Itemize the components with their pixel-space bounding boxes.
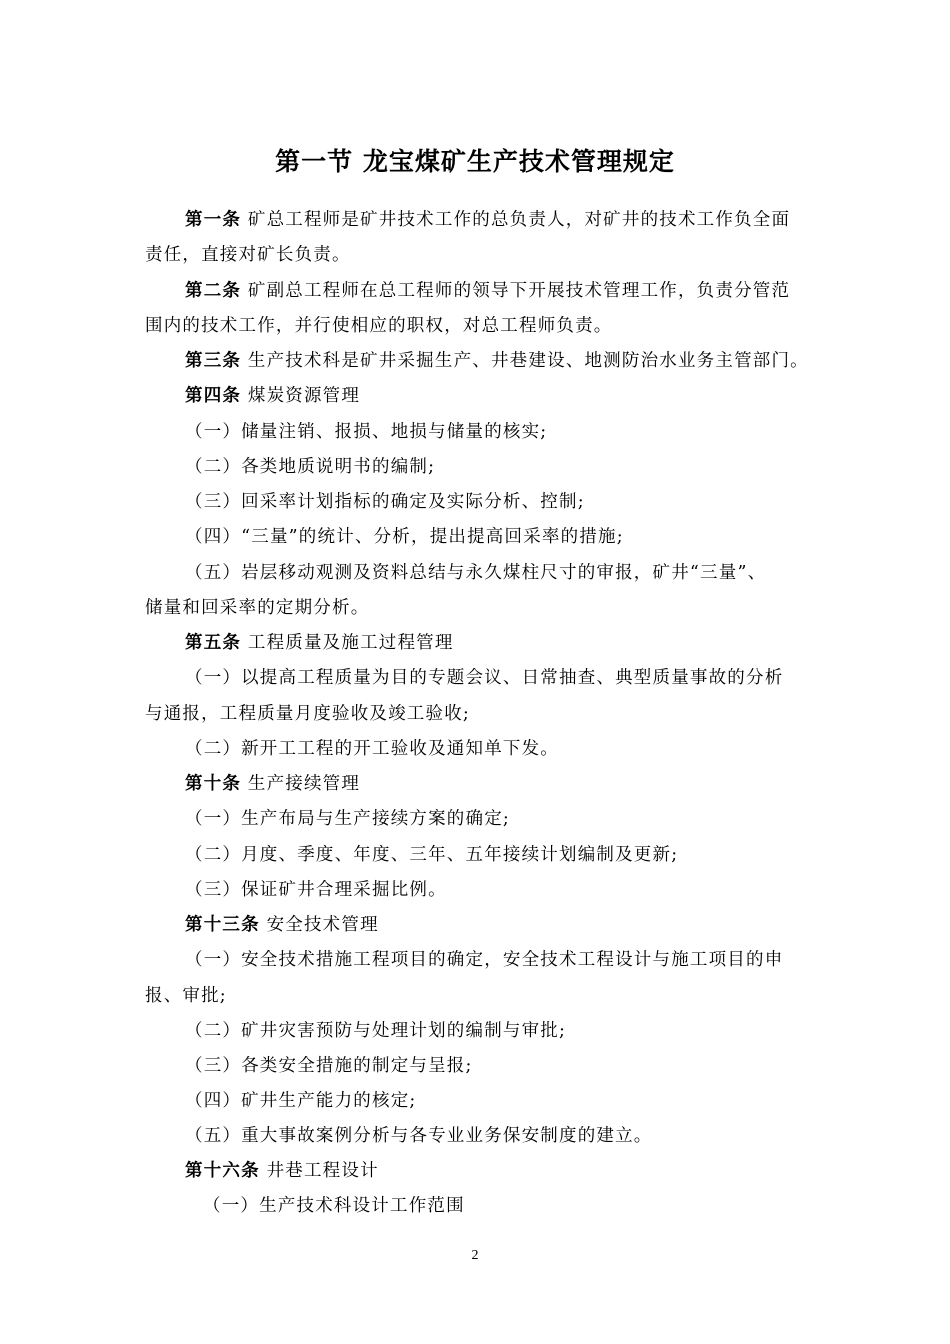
paragraph-line [185,631,454,655]
line-text: 矿总工程师是矿井技术工作的总负责人，对矿井的技术工作负全面 [241,210,791,230]
line-text: （一）储量注销、报损、地损与储量的核实; [185,422,548,442]
list-item [185,1019,566,1043]
paragraph-line [145,243,351,267]
line-text: 生产接续管理 [241,774,361,794]
line-text: （一）安全技术措施工程项目的确定，安全技术工程设计与施工项目的申 [185,950,784,970]
list-item [185,843,678,867]
paragraph-line [185,1159,379,1183]
line-text: （三）各类安全措施的制定与呈报; [185,1056,473,1076]
list-item [185,1054,473,1078]
paragraph-line [145,702,470,726]
paragraph-line [185,349,809,373]
list-item [185,878,447,902]
list-item [185,948,783,972]
list-item [185,737,559,761]
line-text: （五）重大事故案例分析与各专业业务保安制度的建立。 [185,1126,653,1146]
paragraph-line [185,772,360,796]
line-text: 井巷工程设计 [259,1161,379,1181]
line-text: （二）矿井灾害预防与处理计划的编制与审批; [185,1021,567,1041]
paragraph-line [145,596,369,620]
list-item [185,455,435,479]
line-text: 围内的技术工作，并行使相应的职权，对总工程师负责。 [145,316,613,336]
line-text: （四）矿井生产能力的核定; [185,1091,417,1111]
paragraph-line [145,984,227,1008]
list-item [185,490,585,514]
article-label: 第一条 [185,210,242,230]
line-text: 生产技术科是矿井采掘生产、井巷建设、地测防治水业务主管部门。 [241,351,809,371]
list-item [185,525,624,549]
article-label: 第十条 [185,774,242,794]
line-text: （二）各类地质说明书的编制; [185,457,436,477]
article-label: 第二条 [185,281,242,301]
list-item [185,1089,417,1113]
line-text: （四）“三量”的统计、分析，提出提高回采率的措施; [185,527,624,547]
article-label: 第十六条 [185,1161,260,1181]
line-text: 矿副总工程师在总工程师的领导下开展技术管理工作，负责分管范 [241,281,791,301]
line-text: （三）保证矿井合理采掘比例。 [185,880,447,900]
article-label: 第十三条 [185,915,260,935]
line-text: （一）以提高工程质量为目的专题会议、日常抽查、典型质量事故的分析 [185,668,784,688]
paragraph-line [185,384,360,408]
line-text: 与通报，工程质量月度验收及竣工验收; [145,704,470,724]
list-item [185,1124,653,1148]
line-text: 储量和回采率的定期分析。 [145,598,370,618]
list-item [185,807,510,831]
line-text: 工程质量及施工过程管理 [241,633,454,653]
paragraph-line [145,314,613,338]
line-text: 报、审批; [145,986,227,1006]
paragraph-line [185,208,790,232]
list-item [185,666,783,690]
paragraph-line [185,279,790,303]
list-item [185,561,766,585]
article-label: 第三条 [185,351,242,371]
line-text: （二）月度、季度、年度、三年、五年接续计划编制及更新; [185,845,679,865]
line-text: 安全技术管理 [259,915,379,935]
line-text: 煤炭资源管理 [241,386,361,406]
line-text: （三）回采率计划指标的确定及实际分析、控制; [185,492,585,512]
line-text: （二）新开工工程的开工验收及通知单下发。 [185,739,559,759]
article-label: 第四条 [185,386,242,406]
line-text: （一）生产布局与生产接续方案的确定; [185,809,510,829]
line-text: 责任，直接对矿长负责。 [145,245,351,265]
line-text: （五）岩层移动观测及资料总结与永久煤柱尺寸的审报，矿井“三量”、 [185,563,767,583]
section-title: 第一节 龙宝煤矿生产技术管理规定 [275,147,675,176]
paragraph-line [185,913,379,937]
line-text: （一）生产技术科设计工作范围 [203,1196,465,1216]
article-label: 第五条 [185,633,242,653]
list-item [185,420,547,444]
list-item [203,1194,465,1218]
page-number: 2 [471,1248,479,1263]
